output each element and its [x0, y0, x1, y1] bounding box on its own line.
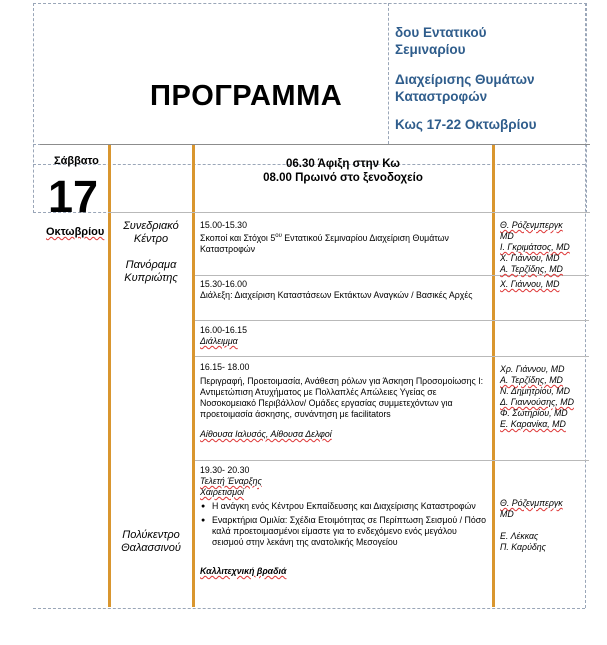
session-2-speakers: [500, 279, 586, 290]
venue-third-line-2: Θαλασσινού: [121, 542, 181, 554]
session-5-bullet-2: ● Εναρκτήρια Ομιλία: Σχέδια Ετοιμότητας σε Περίπτωση Σεισμού / Πόσο καλά προετοιμασμένοι είμαστε για το ενδεχόμενο ενός μεγάλου σεισμού στην λεκάνη της ανατολικής Μεσογείου: [212, 515, 490, 548]
page-title: ΠΡΟΓΡΑΜΜΑ: [150, 80, 343, 112]
column-line-3: [492, 144, 495, 607]
arrival-line-1: 06.30 Άφιξη στην Κω: [286, 158, 400, 170]
row-line-3: [195, 320, 589, 321]
speaker: Χ. Γιάννου, MD: [500, 279, 560, 289]
venue-second-line-1: Πανόραμα: [125, 259, 177, 271]
topic-line-1: Διαχείρισης Θυμάτων: [395, 72, 535, 87]
row-line-2: [195, 275, 589, 276]
speaker: Π. Καρύδης: [500, 542, 546, 552]
session-5-heading-2: Χαιρετισμοί: [200, 487, 244, 497]
speaker: Φ. Σωτηρίου, MD: [500, 408, 568, 418]
venue-second-line-2: Κυπριώτης: [124, 272, 178, 284]
session-2: [200, 279, 490, 301]
session-4: [200, 362, 490, 440]
column-line-1: [108, 144, 111, 607]
venue-third-line-1: Πολύκεντρο: [122, 529, 180, 541]
topic-line-2: Καταστροφών: [395, 89, 488, 104]
venue-conference-center: [112, 220, 190, 285]
session-5-bullet-1: ● Η ανάγκη ενός Κέντρου Εκπαίδευσης και Διαχείρισης Καταστροφών: [212, 501, 490, 512]
session-5: [200, 465, 490, 577]
session-5-time: 19.30- 20.30: [200, 465, 250, 475]
venue-first-line-2: Κέντρο: [133, 233, 169, 245]
speaker: Χρ. Γιάννου, MD: [500, 364, 565, 374]
session-4-speakers: [500, 364, 586, 430]
day-number: 17: [48, 171, 99, 222]
speaker: Α. Τερζίδης, MD: [500, 375, 563, 385]
session-3: [200, 325, 490, 347]
speaker: Α. Τερζίδης, MD: [500, 264, 563, 274]
seminar-line-1: δου Εντατικού: [395, 25, 487, 40]
session-2-text: Διάλεξη: Διαχείριση Καταστάσεων Εκτάκτων Αναγκών / Βασικές Αρχές: [200, 290, 473, 300]
session-1-time: 15.00-15.30: [200, 220, 247, 230]
header-divider: [388, 3, 389, 144]
session-3-time: 16.00-16.15: [200, 325, 247, 335]
session-1-text: Σκοποί και Στόχοι $5^{o\upsilon}$ Εντατικού Σεμιναρίου Διαχείριση Θυμάτων Καταστροφών: [200, 232, 449, 254]
speaker: Ν. Δημητρίου, MD: [500, 386, 570, 396]
row-line-top: [40, 144, 590, 145]
row-line-5: [195, 460, 589, 461]
arrival-line-2: 08.00 Πρωινό στο ξενοδοχείο: [263, 172, 423, 184]
speaker: Θ. Ρόζενμπεργκ: [500, 220, 563, 230]
bottom-margin: [33, 608, 585, 609]
session-1: [200, 220, 490, 255]
place-dates: Κως 17-22 Οκτωβρίου: [395, 117, 537, 132]
speaker: Δ. Γιαννούσης, MD: [500, 397, 574, 407]
arrival-block: [196, 157, 490, 185]
session-5-dinner: Καλλιτεχνική βραδιά: [200, 566, 287, 576]
speaker: MD: [500, 231, 514, 241]
venue-polykentro: [112, 529, 190, 555]
session-4-text: Περιγραφή, Προετοιμασία, Ανάθεση ρόλων για Άσκηση Προσομοίωσης Ι: Αντιμετώπιση Ατυχήματος με Πολλαπλές Απώλειες Υγείας σε Νοσοκομειακό Περιβάλλον/ Ομάδες εργασίας συμμετεχόντων για προετοιμασία άσκησης, συνάντηση με facilitators: [200, 376, 484, 419]
topic-heading: [395, 71, 580, 105]
speaker: Ι. Γκριμάτσος, MD: [500, 242, 570, 252]
session-1-speakers: [500, 220, 586, 275]
session-5-bullets: [200, 501, 490, 548]
speaker: Ε. Καρανίκα, MD: [500, 419, 566, 429]
row-line-4: [195, 356, 589, 357]
speaker: Χ. Γιάννου, MD: [500, 253, 560, 263]
seminar-line-2: Σεμιναρίου: [395, 42, 466, 57]
column-line-2: [192, 144, 195, 607]
session-4-rooms: Αίθουσα Ιαλυσός, Αίθουσα Δελφοί: [200, 429, 332, 439]
session-5-speakers: [500, 498, 586, 553]
seminar-heading: [395, 24, 580, 58]
speaker: Ε. Λέκκας: [500, 531, 539, 541]
speaker: Θ. Ρόζενμπεργκ: [500, 498, 563, 508]
session-3-text: Διάλειμμα: [200, 336, 238, 346]
session-4-time: 16.15- 18.00: [200, 362, 250, 372]
venue-first-line-1: Συνεδριακό: [123, 220, 179, 232]
day-weekday: Σάββατο: [54, 155, 99, 167]
session-2-time: 15.30-16.00: [200, 279, 247, 289]
session-5-heading-1: Τελετή Έναρξης: [200, 476, 262, 486]
speaker: MD: [500, 509, 514, 519]
day-month: Οκτωβρίου: [46, 226, 105, 238]
row-line-1: [108, 212, 590, 213]
